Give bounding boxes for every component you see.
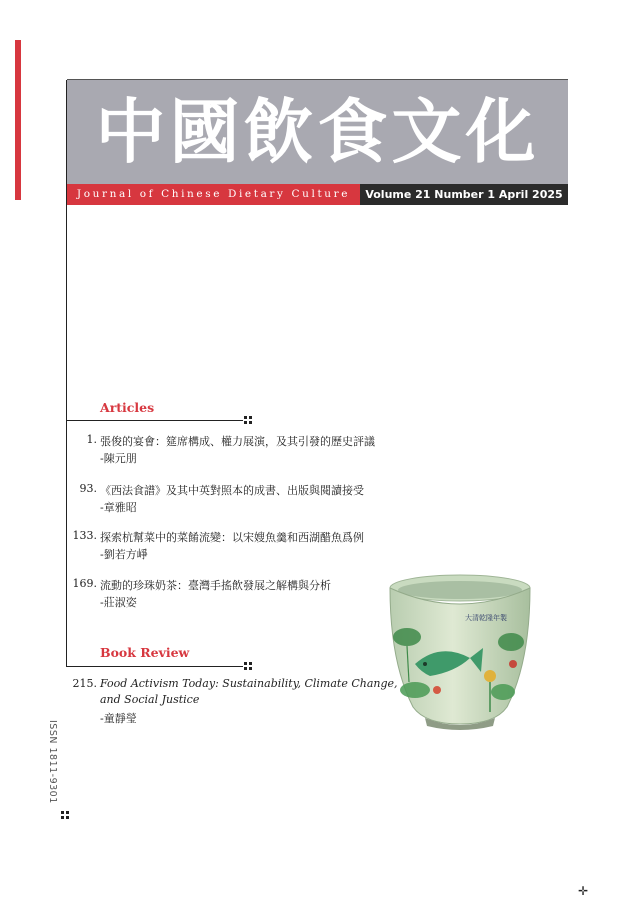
articles-dots-ornament — [244, 416, 252, 424]
volume-issue-date: Volume 21 Number 1 April 2025 — [365, 188, 563, 201]
journal-title-chinese: 中國飲食文化 — [95, 90, 540, 173]
corner-mark-icon: ✛ — [578, 884, 589, 898]
issn-text: ISSN 1811-9301 — [47, 720, 58, 804]
articles-rule — [66, 420, 243, 421]
toc-page-number: 93. — [79, 482, 97, 495]
toc-article-title[interactable]: 探索杭幫菜中的菜餚流變：以宋嫂魚羹和西湖醋魚爲例 — [100, 531, 364, 544]
svg-text:大清乾隆年製: 大清乾隆年製 — [465, 614, 507, 622]
book-review-dots-ornament — [244, 662, 252, 670]
issn-vertical — [44, 720, 64, 810]
articles-heading: Articles — [100, 400, 155, 415]
red-side-bar — [15, 40, 21, 200]
toc-article-title[interactable]: 《西法食譜》及其中英對照本的成書、出版與閱讀接受 — [100, 484, 364, 497]
toc-review-title-line1[interactable]: Food Activism Today: Sustainability, Climate Change, — [100, 677, 398, 690]
toc-article-title[interactable]: 張俊的宴會：筵席構成、權力展演，及其引發的歷史評議 — [100, 435, 375, 448]
toc-page-number: 1. — [86, 433, 97, 446]
toc-article-author: -莊淑姿 — [100, 596, 137, 609]
toc-article-author: -陳元朋 — [100, 452, 137, 465]
book-review-heading: Book Review — [100, 645, 190, 660]
journal-title-english: Journal of Chinese Dietary Culture — [76, 188, 351, 200]
toc-page-number: 169. — [72, 577, 97, 590]
celadon-bowl-icon — [385, 572, 535, 732]
toc-review-author: -童靜瑩 — [100, 712, 137, 725]
toc-article-author: -章雅昭 — [100, 501, 137, 514]
toc-page-number: 133. — [72, 529, 97, 542]
toc-review-title-line2[interactable]: and Social Justice — [100, 693, 200, 706]
issn-dots-ornament — [61, 811, 69, 819]
toc-page-number: 215. — [72, 677, 97, 690]
toc-article-title[interactable]: 流動的珍珠奶茶：臺灣手搖飲發展之解構與分析 — [100, 579, 331, 592]
book-review-rule — [66, 666, 243, 667]
toc-article-author: -劉若方崢 — [100, 548, 148, 561]
